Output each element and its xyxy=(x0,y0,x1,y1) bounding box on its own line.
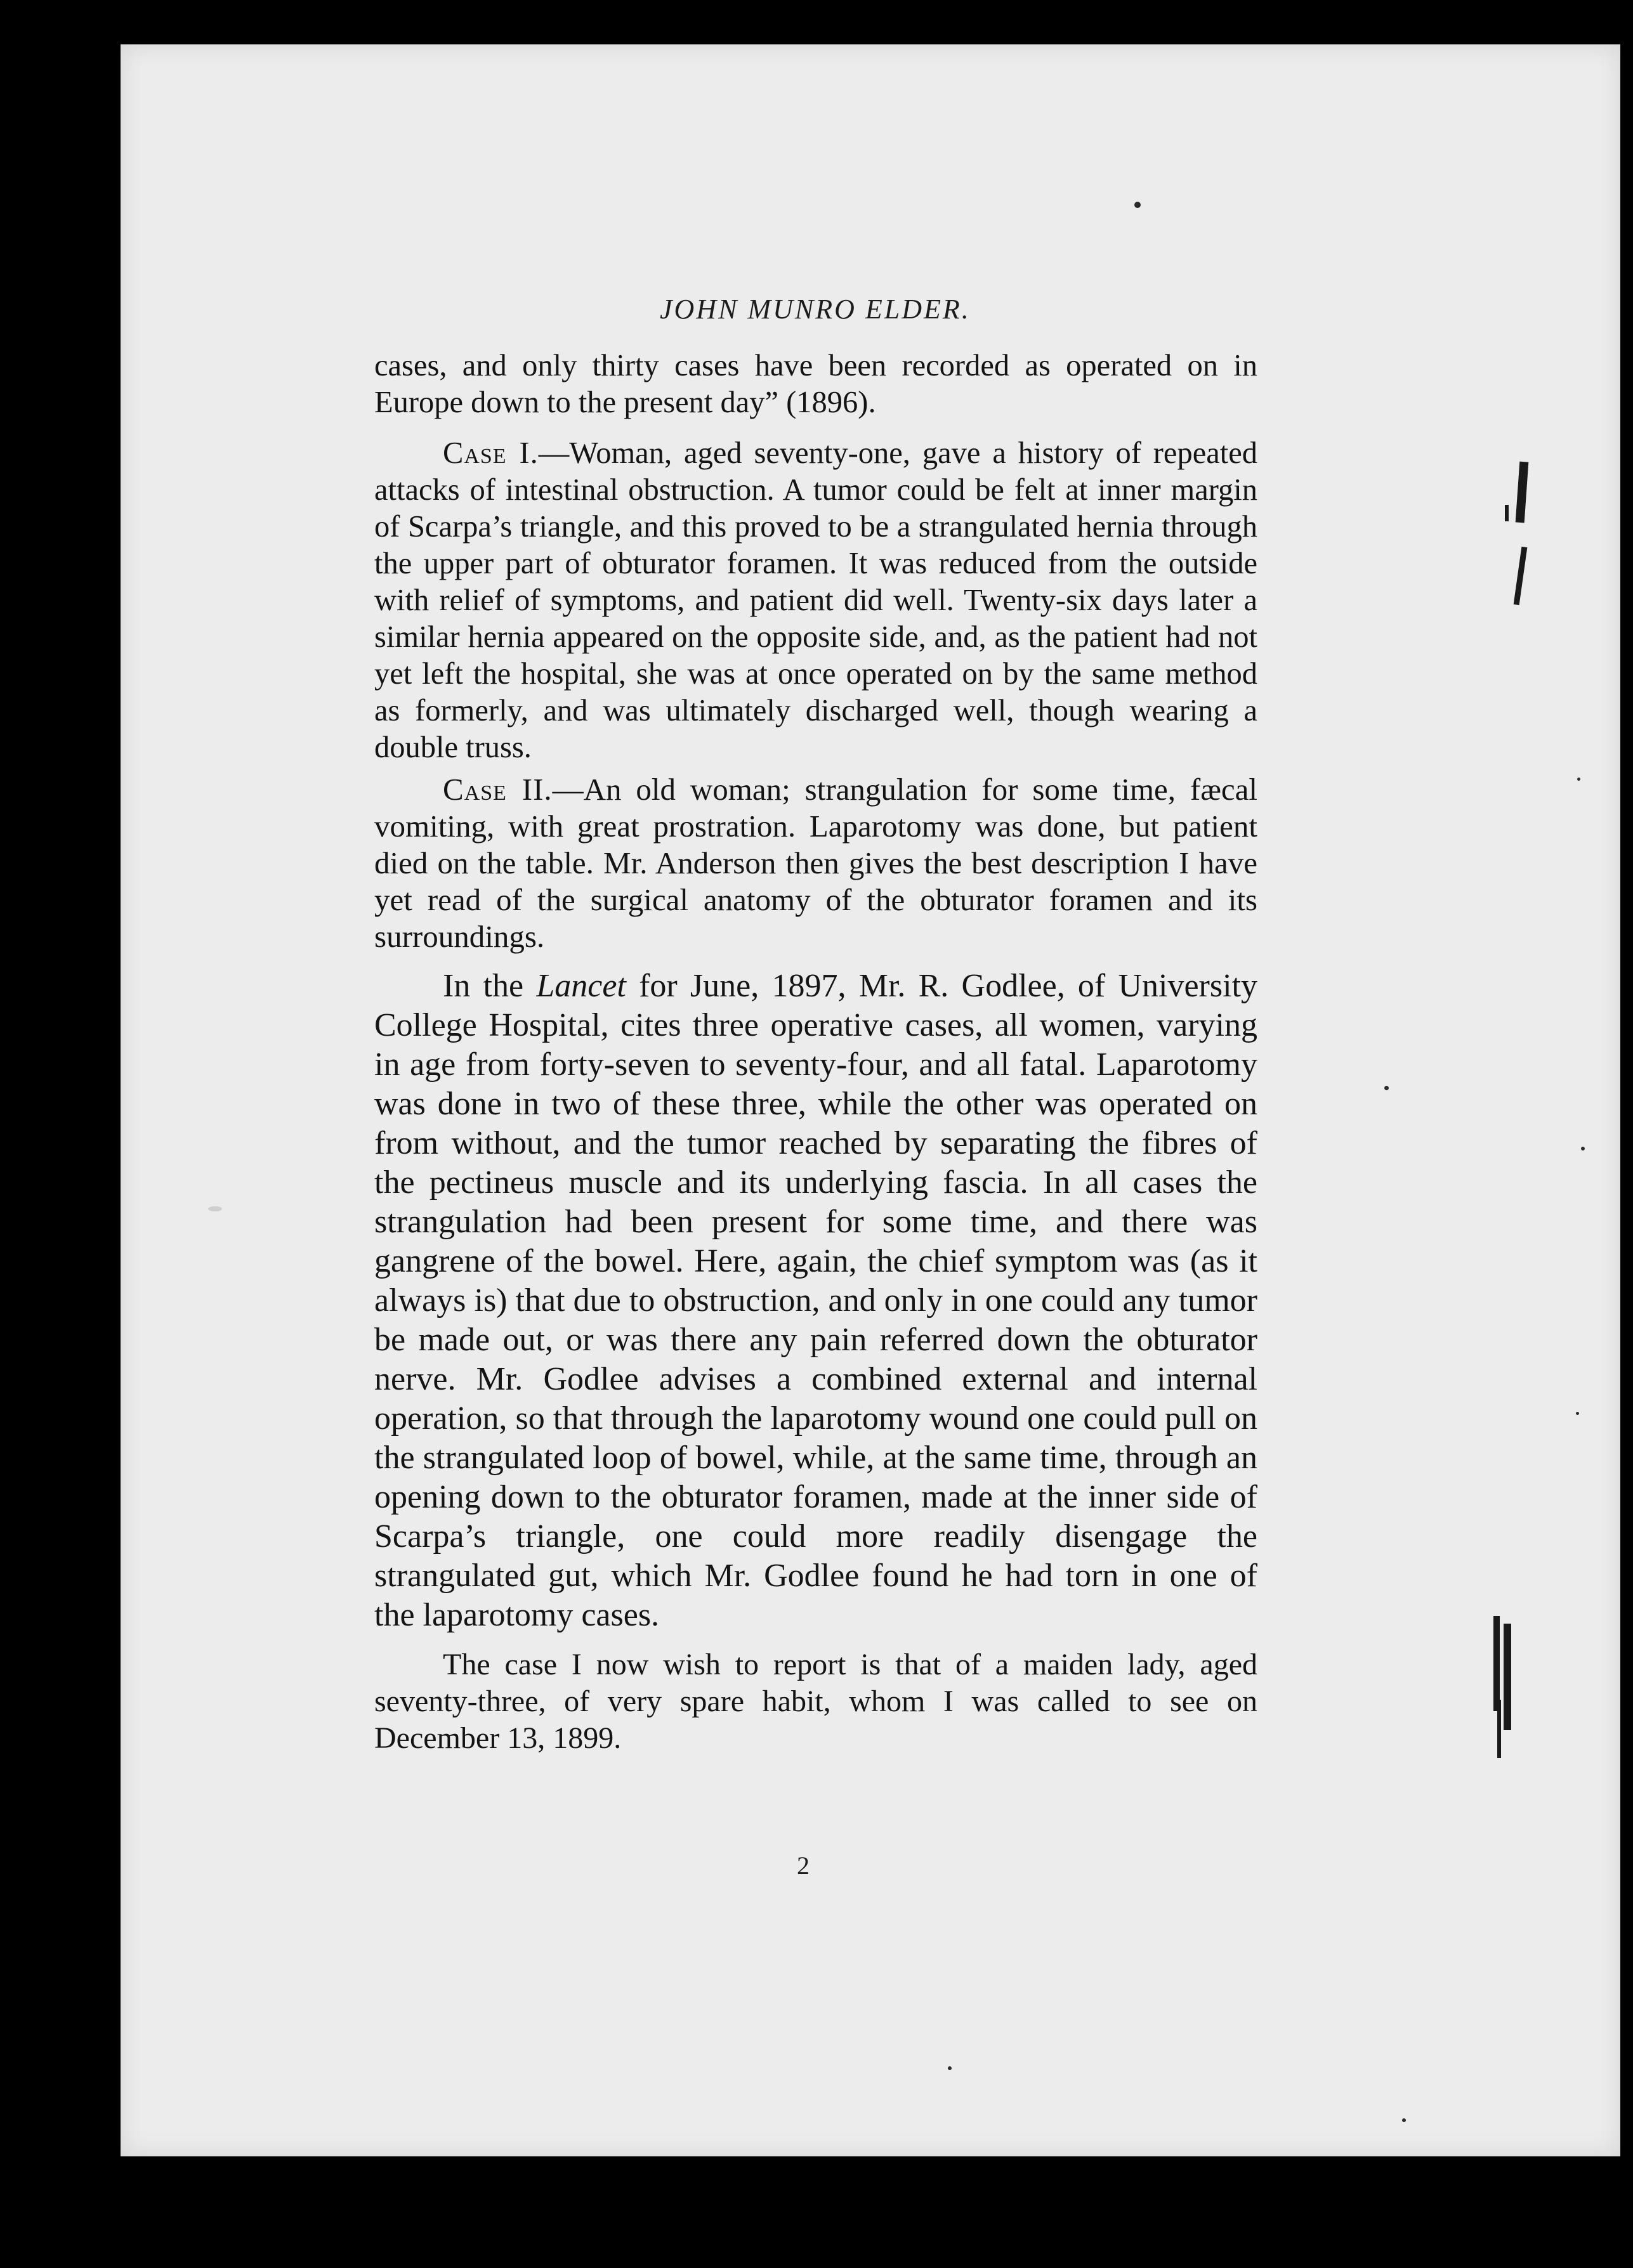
scan-speck xyxy=(1576,1412,1579,1415)
paragraph-continuation: cases, and only thirty cases have been recorded as operated on in Europe down to the present day” (1896). xyxy=(374,349,1257,419)
scan-mark xyxy=(1504,1624,1511,1730)
case-label: Case II. xyxy=(443,772,553,807)
scan-speck xyxy=(948,2066,952,2070)
page-number: 2 xyxy=(797,1851,810,1880)
paragraph-text: In the xyxy=(443,968,537,1004)
journal-title: Lancet xyxy=(536,968,626,1004)
scan-border xyxy=(0,2156,1633,2268)
body-text xyxy=(374,348,1257,1757)
case-text: —Woman, aged seventy-one, gave a history of repeated attacks of intestinal obstruction. A tumor could be felt at inner margin of Scarpa’s triangle, and this proved to be a strangulated hernia through the upper part of obturator foramen. It was reduced from the outside with relief of symptoms, and patient did well. Twenty-six days later a similar hernia appeared on the opposite side, and, as the patient had not yet left the hospital, she was at once operated on by the same method as formerly, and was ultimately discharged well, though wearing a double truss. xyxy=(374,436,1258,764)
running-head: JOHN MUNRO ELDER. xyxy=(660,294,971,325)
scan-speck xyxy=(1134,202,1141,208)
paragraph-case-report: The case I now wish to report is that of a maiden lady, aged seventy-three, of very spare habit, whom I was called to see on December 13, 1899. xyxy=(374,1648,1257,1755)
scan-speck xyxy=(1384,1086,1389,1090)
scan-mark xyxy=(1505,505,1509,521)
scan-mark xyxy=(1497,1700,1501,1758)
scan-mark xyxy=(1493,1616,1500,1711)
case-text: —An old woman; strangulation for some time, fæcal vomiting, with great prostration. Laparotomy was done, but patient died on the table. Mr. Anderson then gives the best description I have yet read of the surgical anatomy of the obturator foramen and its surroundings. xyxy=(374,772,1257,954)
paragraph-godlee xyxy=(374,967,1257,1635)
paragraph-case-1 xyxy=(374,435,1257,766)
scan-speck xyxy=(208,1206,222,1211)
scan-speck xyxy=(1402,2118,1406,2122)
scan-speck xyxy=(1581,1147,1585,1150)
paragraph-text: for June, 1897, Mr. R. Godlee, of University College Hospital, cites three operative cases, all women, varying in age from forty-seven to seventy-four, and all fatal. Laparotomy was done in two of these three, while the other was operated on from without, and the tumor reached by separating the fibres of the pectineus muscle and its underlying fascia. In all cases the strangulation had been present for some time, and there was gangrene of the bowel. Here, again, the chief symptom was (as it always is) that due to obstruction, and only in one could any tumor be made out, or was there any pain referred down the obturator nerve. Mr. Godlee advises a combined external and internal operation, so that through the laparotomy wound one could pull on the strangulated loop of bowel, while, at the same time, through an opening down to the obturator foramen, made at the inner side of Scarpa’s triangle, one could more readily disengage the strangulated gut, which Mr. Godlee found he had torn in one of the laparotomy cases. xyxy=(374,968,1258,1633)
case-label: Case I. xyxy=(443,436,539,470)
scan-speck xyxy=(1577,778,1580,781)
paragraph-case-2 xyxy=(374,771,1257,955)
